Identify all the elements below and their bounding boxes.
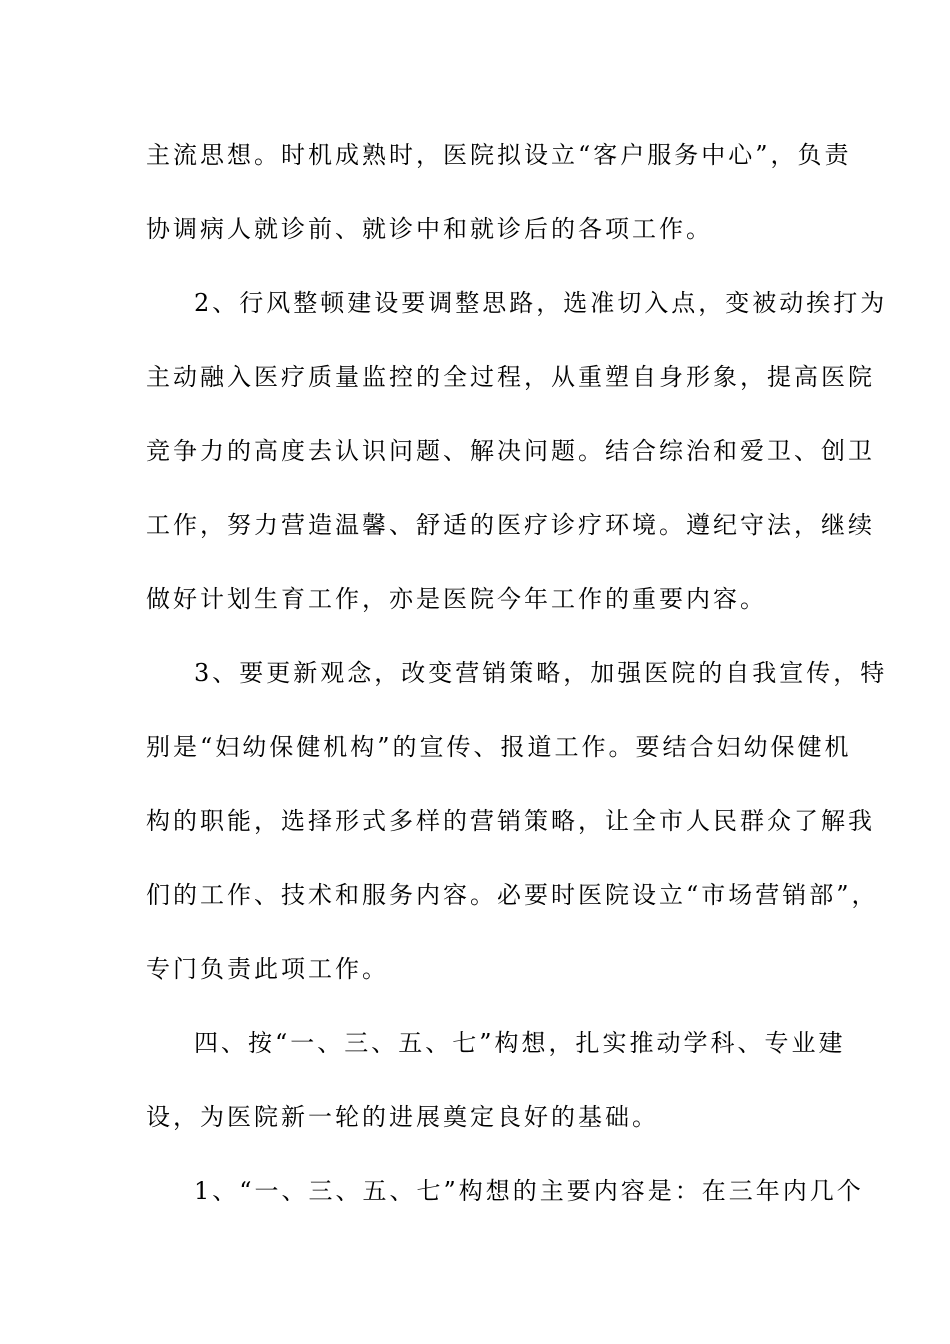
- text-line: 竞争力的高度去认识问题、解决问题。结合综治和爱卫、创卫: [146, 437, 875, 465]
- text-line: 主动融入医疗质量监控的全过程，从重塑自身形象，提高医院: [146, 363, 875, 391]
- paragraph-start-line: 3、要更新观念，改变营销策略，加强医院的自我宣传，特: [194, 659, 888, 687]
- text-line: 设，为医院新一轮的进展奠定良好的基础。: [146, 1103, 659, 1131]
- text-line: 工作，努力营造温馨、舒适的医疗诊疗环境。遵纪守法，继续: [146, 511, 875, 539]
- text-line: 做好计划生育工作，亦是医院今年工作的重要内容。: [146, 585, 767, 613]
- paragraph-start-line: 1、“一、三、五、七”构想的主要内容是：在三年内几个: [194, 1177, 864, 1205]
- text-line: 构的职能，选择形式多样的营销策略，让全市人民群众了解我: [146, 807, 875, 835]
- text-line: 协调病人就诊前、就诊中和就诊后的各项工作。: [146, 215, 713, 243]
- paragraph-start-line: 2、行风整顿建设要调整思路，选准切入点，变被动挨打为: [194, 289, 888, 317]
- text-line: 别是“妇幼保健机构”的宣传、报道工作。要结合妇幼保健机: [146, 733, 852, 761]
- text-line: 专门负责此项工作。: [146, 955, 389, 983]
- text-line: 们的工作、技术和服务内容。必要时医院设立“市场营销部”，: [146, 881, 879, 909]
- text-line: 主流思想。时机成熟时，医院拟设立“客户服务中心”，负责: [146, 141, 852, 169]
- section-heading-line: 四、按“一、三、五、七”构想，扎实推动学科、专业建: [194, 1029, 846, 1057]
